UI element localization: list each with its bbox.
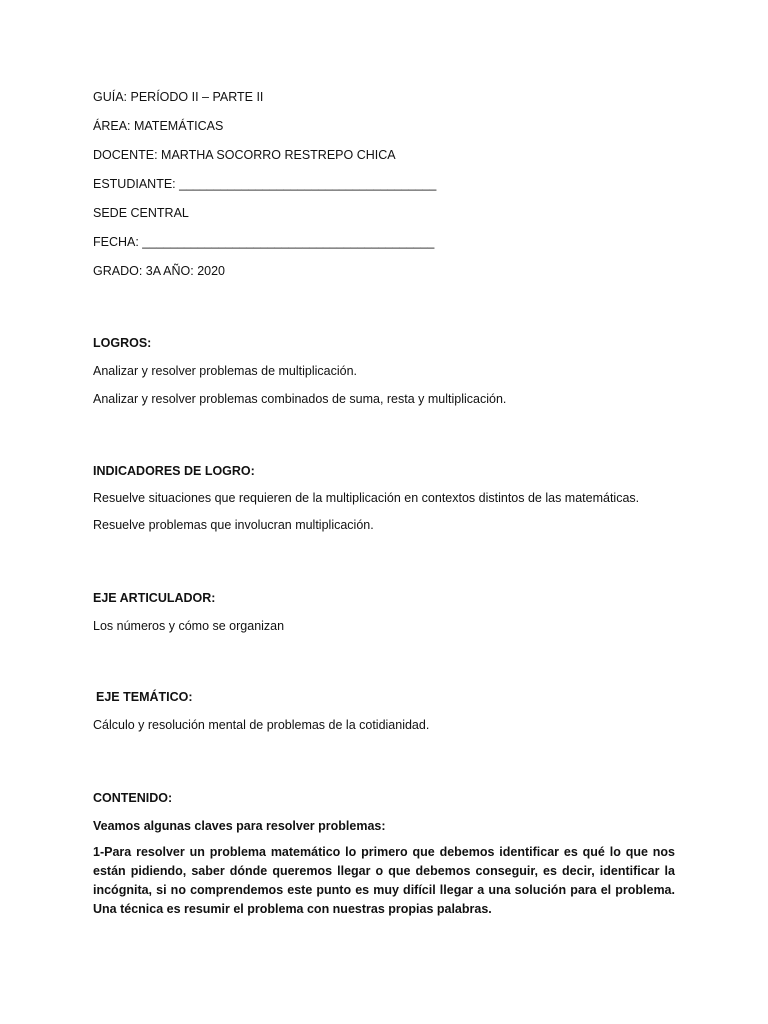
contenido-paragraph-1: 1-Para resolver un problema matemático lo primero que debemos identificar es qué lo que nos están pidiendo, saber dónde queremos llegar o que debemos conseguir, es decir, identificar la incógnita, si no comprendemos este punto es muy difícil llegar a una solución para el problema. Una técnica es resumir el problema con nuestras propias palabras. xyxy=(93,845,675,916)
contenido-heading: CONTENIDO: xyxy=(93,791,173,805)
contenido-intro: Veamos algunas claves para resolver problemas: xyxy=(93,819,386,833)
eje-articulador-heading: EJE ARTICULADOR: xyxy=(93,591,216,605)
eje-tematico-text: Cálculo y resolución mental de problemas de la cotidianidad. xyxy=(93,718,430,732)
eje-tematico-heading: EJE TEMÁTICO: xyxy=(96,690,193,704)
guia-title: GUÍA: PERÍODO II – PARTE II xyxy=(93,90,264,104)
sede-label: SEDE CENTRAL xyxy=(93,206,189,220)
docente-label: DOCENTE: MARTHA SOCORRO RESTREPO CHICA xyxy=(93,148,396,162)
eje-articulador-text: Los números y cómo se organizan xyxy=(93,619,285,633)
logros-item-2: Analizar y resolver problemas combinados de suma, resta y multiplicación. xyxy=(93,392,507,406)
area-label: ÁREA: MATEMÁTICAS xyxy=(93,119,224,133)
indicadores-item-1: Resuelve situaciones que requieren de la multiplicación en contextos distintos de las matemáticas. xyxy=(93,491,640,505)
logros-heading: LOGROS: xyxy=(93,336,152,350)
estudiante-field: ESTUDIANTE: _____________________________________ xyxy=(93,177,437,191)
grado-label: GRADO: 3A AÑO: 2020 xyxy=(93,264,226,278)
indicadores-heading: INDICADORES DE LOGRO: xyxy=(93,464,255,478)
fecha-field: FECHA: __________________________________________ xyxy=(93,235,435,249)
indicadores-item-2: Resuelve problemas que involucran multiplicación. xyxy=(93,518,374,532)
logros-item-1: Analizar y resolver problemas de multiplicación. xyxy=(93,364,358,378)
